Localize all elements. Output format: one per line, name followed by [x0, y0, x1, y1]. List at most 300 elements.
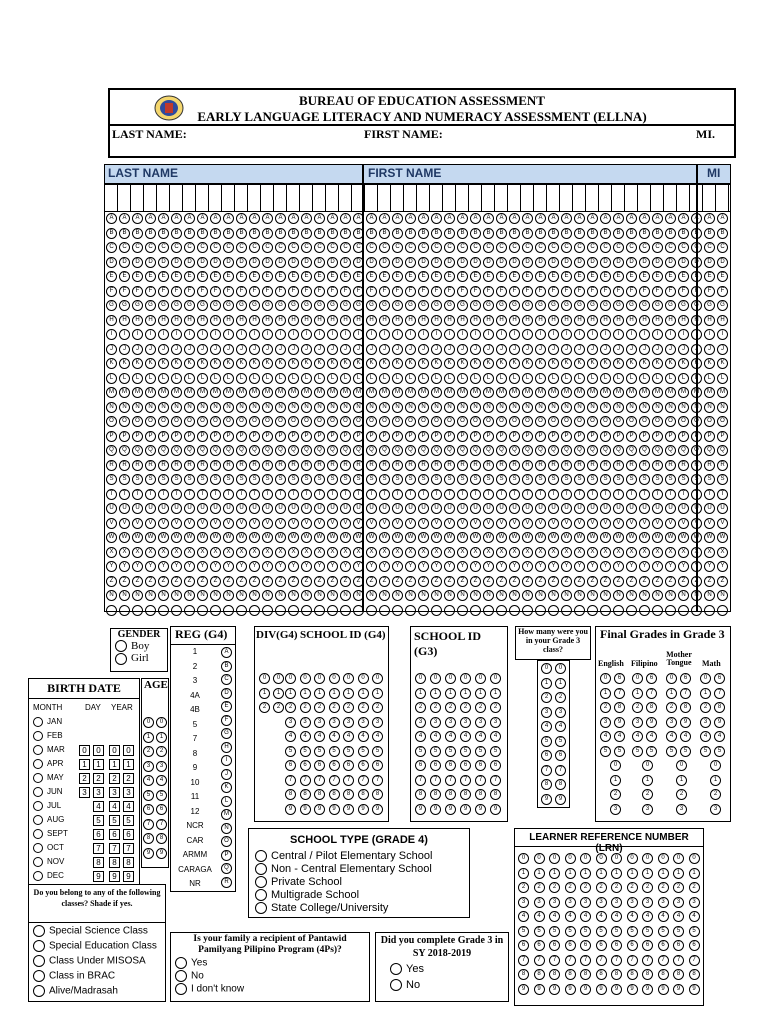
name-bubble[interactable]: Ñ [158, 590, 169, 601]
name-bubble[interactable] [236, 605, 247, 616]
name-bubble[interactable]: F [509, 286, 520, 297]
name-entry-cell[interactable] [196, 185, 209, 211]
month-option[interactable] [33, 759, 63, 769]
name-bubble[interactable]: T [457, 489, 468, 500]
name-bubble[interactable]: K [314, 358, 325, 369]
school-id-g4-bubble[interactable]: 0 [329, 673, 340, 684]
reg-bubble[interactable]: I [221, 755, 232, 766]
name-bubble[interactable]: K [639, 358, 650, 369]
name-bubble[interactable]: O [223, 416, 234, 427]
name-bubble[interactable]: L [184, 373, 195, 384]
name-bubble[interactable]: I [184, 329, 195, 340]
name-bubble[interactable]: K [171, 358, 182, 369]
school-id-g3-bubble[interactable]: 7 [475, 775, 486, 786]
name-bubble[interactable]: J [457, 344, 468, 355]
school-id-g3-bubble[interactable]: 0 [430, 673, 441, 684]
name-bubble[interactable]: U [535, 503, 546, 514]
name-bubble[interactable] [405, 605, 416, 616]
name-bubble[interactable]: I [327, 329, 338, 340]
name-bubble[interactable]: I [457, 329, 468, 340]
name-entry-cell[interactable] [469, 185, 482, 211]
final-grade-bubble[interactable]: 2 [632, 702, 643, 713]
name-bubble[interactable]: C [327, 242, 338, 253]
name-bubble[interactable]: G [119, 300, 130, 311]
final-grade-bubble[interactable]: 4 [700, 731, 711, 742]
name-bubble[interactable]: P [483, 431, 494, 442]
age-bubble[interactable]: 4 [156, 775, 167, 786]
name-bubble[interactable]: Ñ [275, 590, 286, 601]
name-bubble[interactable]: K [587, 358, 598, 369]
name-bubble[interactable]: E [353, 271, 364, 282]
final-grade-bubble[interactable]: 6 [614, 673, 625, 684]
name-bubble[interactable]: E [496, 271, 507, 282]
name-bubble[interactable]: U [340, 503, 351, 514]
school-id-g3-bubble[interactable]: 5 [460, 746, 471, 757]
name-bubble[interactable]: Y [613, 561, 624, 572]
year-bubble[interactable]: 2 [109, 773, 120, 784]
name-bubble[interactable]: Z [184, 576, 195, 587]
name-bubble[interactable]: E [184, 271, 195, 282]
name-bubble[interactable]: E [665, 271, 676, 282]
name-bubble[interactable]: G [470, 300, 481, 311]
name-bubble[interactable]: W [340, 532, 351, 543]
name-bubble[interactable]: F [613, 286, 624, 297]
name-bubble[interactable]: P [288, 431, 299, 442]
name-bubble[interactable]: U [470, 503, 481, 514]
name-bubble[interactable]: B [548, 228, 559, 239]
name-bubble[interactable]: X [535, 547, 546, 558]
name-bubble[interactable]: T [535, 489, 546, 500]
name-bubble[interactable]: V [119, 518, 130, 529]
name-bubble[interactable]: F [431, 286, 442, 297]
name-bubble[interactable]: H [509, 315, 520, 326]
name-bubble[interactable]: I [262, 329, 273, 340]
name-bubble[interactable]: L [288, 373, 299, 384]
school-id-g4-bubble[interactable]: 4 [300, 731, 311, 742]
name-bubble[interactable]: E [717, 271, 728, 282]
name-bubble[interactable]: C [132, 242, 143, 253]
name-bubble[interactable]: B [470, 228, 481, 239]
name-bubble[interactable]: E [561, 271, 572, 282]
school-id-g4-bubble[interactable]: 9 [300, 804, 311, 815]
name-bubble[interactable]: R [379, 460, 390, 471]
name-bubble[interactable] [314, 605, 325, 616]
name-bubble[interactable]: Y [288, 561, 299, 572]
name-bubble[interactable]: K [340, 358, 351, 369]
name-bubble[interactable]: W [444, 532, 455, 543]
name-bubble[interactable]: C [574, 242, 585, 253]
name-bubble[interactable]: K [158, 358, 169, 369]
reg-bubble[interactable]: P [221, 850, 232, 861]
name-bubble[interactable]: O [587, 416, 598, 427]
name-bubble[interactable]: R [574, 460, 585, 471]
school-id-g4-bubble[interactable]: 5 [285, 746, 296, 757]
lrn-bubble[interactable]: 8 [642, 969, 653, 980]
name-bubble[interactable]: Ñ [379, 590, 390, 601]
name-bubble[interactable]: T [379, 489, 390, 500]
name-bubble[interactable]: M [301, 387, 312, 398]
name-bubble[interactable]: Q [275, 445, 286, 456]
name-bubble[interactable]: H [288, 315, 299, 326]
name-bubble[interactable]: C [288, 242, 299, 253]
name-bubble[interactable]: W [535, 532, 546, 543]
name-bubble[interactable]: G [197, 300, 208, 311]
month-radio-icon[interactable] [33, 759, 43, 769]
year-bubble[interactable]: 7 [123, 843, 134, 854]
name-bubble[interactable]: A [509, 213, 520, 224]
name-bubble[interactable]: Q [210, 445, 221, 456]
name-bubble[interactable]: D [223, 257, 234, 268]
name-bubble[interactable]: E [223, 271, 234, 282]
name-bubble[interactable]: U [639, 503, 650, 514]
month-option[interactable] [33, 717, 62, 727]
name-bubble[interactable]: C [431, 242, 442, 253]
name-bubble[interactable]: P [405, 431, 416, 442]
lrn-bubble[interactable]: 1 [580, 868, 591, 879]
month-radio-icon[interactable] [33, 801, 43, 811]
lrn-bubble[interactable]: 9 [627, 984, 638, 995]
school-id-g3-bubble[interactable]: 3 [415, 717, 426, 728]
name-bubble[interactable]: U [457, 503, 468, 514]
final-grade-bubble[interactable]: 0 [642, 760, 653, 771]
name-bubble[interactable]: C [665, 242, 676, 253]
name-bubble[interactable]: C [496, 242, 507, 253]
name-bubble[interactable]: Z [652, 576, 663, 587]
lrn-bubble[interactable]: 8 [611, 969, 622, 980]
name-bubble[interactable]: P [678, 431, 689, 442]
name-bubble[interactable]: M [522, 387, 533, 398]
final-grade-bubble[interactable]: 2 [610, 789, 621, 800]
name-bubble[interactable] [418, 605, 429, 616]
reg-bubble[interactable]: G [221, 728, 232, 739]
name-bubble[interactable]: C [509, 242, 520, 253]
name-bubble[interactable]: P [600, 431, 611, 442]
name-bubble[interactable]: M [444, 387, 455, 398]
name-bubble[interactable]: G [704, 300, 715, 311]
name-bubble[interactable]: N [418, 402, 429, 413]
name-bubble[interactable]: F [158, 286, 169, 297]
name-bubble[interactable]: V [535, 518, 546, 529]
lrn-bubble[interactable]: 9 [658, 984, 669, 995]
school-id-g3-bubble[interactable]: 8 [445, 789, 456, 800]
school-id-g4-bubble[interactable]: 9 [285, 804, 296, 815]
name-bubble[interactable]: F [652, 286, 663, 297]
lrn-bubble[interactable]: 7 [549, 955, 560, 966]
name-bubble[interactable]: B [327, 228, 338, 239]
school-id-g4-bubble[interactable]: 9 [358, 804, 369, 815]
name-bubble[interactable]: C [366, 242, 377, 253]
name-bubble[interactable]: P [522, 431, 533, 442]
final-grade-bubble[interactable]: 4 [632, 731, 643, 742]
name-bubble[interactable]: F [717, 286, 728, 297]
name-bubble[interactable]: Y [236, 561, 247, 572]
name-bubble[interactable]: Ñ [548, 590, 559, 601]
name-bubble[interactable]: X [600, 547, 611, 558]
lrn-bubble[interactable]: 2 [658, 882, 669, 893]
name-bubble[interactable]: U [132, 503, 143, 514]
name-bubble[interactable]: Ñ [353, 590, 364, 601]
name-bubble[interactable]: Q [613, 445, 624, 456]
name-bubble[interactable]: N [652, 402, 663, 413]
lrn-bubble[interactable]: 5 [549, 926, 560, 937]
school-id-g4-bubble[interactable]: 1 [300, 688, 311, 699]
name-bubble[interactable]: C [613, 242, 624, 253]
name-bubble[interactable]: T [678, 489, 689, 500]
name-bubble[interactable]: N [431, 402, 442, 413]
name-bubble[interactable]: O [106, 416, 117, 427]
name-bubble[interactable]: E [457, 271, 468, 282]
name-bubble[interactable]: D [704, 257, 715, 268]
name-bubble[interactable]: W [145, 532, 156, 543]
name-bubble[interactable]: M [236, 387, 247, 398]
name-entry-cell[interactable] [118, 185, 131, 211]
name-bubble[interactable]: T [665, 489, 676, 500]
lrn-bubble[interactable]: 6 [611, 940, 622, 951]
name-entry-cell[interactable] [638, 185, 651, 211]
name-bubble[interactable]: J [262, 344, 273, 355]
name-bubble[interactable]: P [340, 431, 351, 442]
name-bubble[interactable]: Q [561, 445, 572, 456]
name-bubble[interactable]: S [691, 474, 702, 485]
month-radio-icon[interactable] [33, 843, 43, 853]
name-bubble[interactable]: F [184, 286, 195, 297]
name-bubble[interactable]: T [366, 489, 377, 500]
day-ones-bubble[interactable]: 5 [93, 815, 104, 826]
name-bubble[interactable]: J [158, 344, 169, 355]
name-bubble[interactable]: E [275, 271, 286, 282]
name-bubble[interactable]: Y [197, 561, 208, 572]
school-id-g4-bubble[interactable]: 0 [300, 673, 311, 684]
reg-item[interactable]: 1 [192, 647, 198, 656]
name-bubble[interactable]: X [509, 547, 520, 558]
name-bubble[interactable]: B [496, 228, 507, 239]
school-id-g3-bubble[interactable]: 8 [460, 789, 471, 800]
name-bubble[interactable]: C [171, 242, 182, 253]
name-bubble[interactable]: U [717, 503, 728, 514]
month-radio-icon[interactable] [33, 829, 43, 839]
name-bubble[interactable]: J [223, 344, 234, 355]
name-bubble[interactable]: I [119, 329, 130, 340]
name-bubble[interactable]: Q [158, 445, 169, 456]
name-bubble[interactable]: C [600, 242, 611, 253]
name-bubble[interactable]: L [353, 373, 364, 384]
school-id-g4-bubble[interactable]: 1 [285, 688, 296, 699]
name-bubble[interactable]: M [691, 387, 702, 398]
name-bubble[interactable]: F [691, 286, 702, 297]
name-bubble[interactable]: R [236, 460, 247, 471]
name-bubble[interactable]: I [392, 329, 403, 340]
lrn-bubble[interactable]: 8 [549, 969, 560, 980]
name-bubble[interactable]: E [522, 271, 533, 282]
name-bubble[interactable]: Z [236, 576, 247, 587]
name-bubble[interactable]: V [158, 518, 169, 529]
name-bubble[interactable]: E [106, 271, 117, 282]
name-bubble[interactable]: G [561, 300, 572, 311]
name-bubble[interactable]: A [119, 213, 130, 224]
name-bubble[interactable]: T [184, 489, 195, 500]
lrn-bubble[interactable]: 3 [642, 897, 653, 908]
name-bubble[interactable]: Q [379, 445, 390, 456]
name-bubble[interactable]: N [249, 402, 260, 413]
name-bubble[interactable]: B [665, 228, 676, 239]
name-bubble[interactable]: W [366, 532, 377, 543]
month-option[interactable] [33, 829, 68, 839]
name-bubble[interactable]: Ñ [561, 590, 572, 601]
school-id-g3-bubble[interactable]: 4 [475, 731, 486, 742]
name-bubble[interactable]: E [197, 271, 208, 282]
name-bubble[interactable]: E [119, 271, 130, 282]
name-bubble[interactable]: C [639, 242, 650, 253]
name-bubble[interactable]: E [210, 271, 221, 282]
name-bubble[interactable]: B [184, 228, 195, 239]
name-bubble[interactable]: V [522, 518, 533, 529]
name-bubble[interactable]: V [418, 518, 429, 529]
class-size-bubble[interactable]: 0 [555, 663, 566, 674]
lrn-bubble[interactable]: 9 [534, 984, 545, 995]
name-bubble[interactable]: T [288, 489, 299, 500]
name-bubble[interactable]: W [626, 532, 637, 543]
name-bubble[interactable]: W [288, 532, 299, 543]
name-bubble[interactable]: H [535, 315, 546, 326]
name-bubble[interactable]: V [366, 518, 377, 529]
name-bubble[interactable]: Y [366, 561, 377, 572]
name-bubble[interactable]: B [301, 228, 312, 239]
name-bubble[interactable]: V [483, 518, 494, 529]
school-id-g3-bubble[interactable]: 8 [415, 789, 426, 800]
school-id-g4-bubble[interactable]: 9 [343, 804, 354, 815]
year-bubble[interactable]: 2 [123, 773, 134, 784]
name-bubble[interactable]: M [509, 387, 520, 398]
name-bubble[interactable]: C [106, 242, 117, 253]
name-bubble[interactable]: R [119, 460, 130, 471]
reg-bubble[interactable]: E [221, 701, 232, 712]
final-grade-bubble[interactable]: 2 [600, 702, 611, 713]
school-id-g3-bubble[interactable]: 4 [415, 731, 426, 742]
name-bubble[interactable]: J [327, 344, 338, 355]
radio-icon[interactable] [33, 940, 45, 952]
name-bubble[interactable]: A [678, 213, 689, 224]
class-size-bubble[interactable]: 3 [555, 707, 566, 718]
name-bubble[interactable]: A [444, 213, 455, 224]
name-bubble[interactable]: Ñ [132, 590, 143, 601]
name-bubble[interactable] [262, 605, 273, 616]
lrn-bubble[interactable]: 8 [627, 969, 638, 980]
name-bubble[interactable]: K [509, 358, 520, 369]
name-bubble[interactable]: S [613, 474, 624, 485]
name-bubble[interactable]: Ñ [223, 590, 234, 601]
name-bubble[interactable]: H [327, 315, 338, 326]
name-bubble[interactable]: L [496, 373, 507, 384]
name-bubble[interactable]: L [574, 373, 585, 384]
name-bubble[interactable]: L [561, 373, 572, 384]
name-bubble[interactable]: X [613, 547, 624, 558]
name-entry-cell[interactable] [625, 185, 638, 211]
name-bubble[interactable]: F [106, 286, 117, 297]
name-bubble[interactable]: E [509, 271, 520, 282]
name-bubble[interactable]: I [366, 329, 377, 340]
name-bubble[interactable]: X [132, 547, 143, 558]
name-bubble[interactable]: P [717, 431, 728, 442]
name-bubble[interactable]: I [301, 329, 312, 340]
day-ones-bubble[interactable]: 3 [93, 787, 104, 798]
name-bubble[interactable]: X [483, 547, 494, 558]
final-grade-bubble[interactable]: 2 [666, 702, 677, 713]
name-bubble[interactable]: J [548, 344, 559, 355]
name-bubble[interactable]: V [704, 518, 715, 529]
name-bubble[interactable]: X [275, 547, 286, 558]
name-bubble[interactable]: L [418, 373, 429, 384]
name-bubble[interactable]: K [262, 358, 273, 369]
lrn-bubble[interactable]: 3 [534, 897, 545, 908]
name-bubble[interactable]: J [301, 344, 312, 355]
lrn-bubble[interactable]: 7 [518, 955, 529, 966]
name-bubble[interactable]: R [535, 460, 546, 471]
school-id-g4-bubble[interactable]: 1 [329, 688, 340, 699]
lrn-bubble[interactable]: 6 [596, 940, 607, 951]
name-bubble[interactable]: K [691, 358, 702, 369]
name-bubble[interactable]: N [548, 402, 559, 413]
name-bubble[interactable]: R [691, 460, 702, 471]
div-bubble[interactable]: 1 [273, 688, 284, 699]
name-bubble[interactable]: O [145, 416, 156, 427]
lrn-bubble[interactable]: 9 [642, 984, 653, 995]
school-id-g4-bubble[interactable]: 4 [343, 731, 354, 742]
name-bubble[interactable]: Y [119, 561, 130, 572]
name-bubble[interactable]: Y [145, 561, 156, 572]
name-bubble[interactable]: P [509, 431, 520, 442]
name-bubble[interactable]: V [496, 518, 507, 529]
school-id-g4-bubble[interactable]: 4 [285, 731, 296, 742]
age-bubble[interactable]: 8 [156, 833, 167, 844]
name-bubble[interactable]: N [132, 402, 143, 413]
name-bubble[interactable] [704, 605, 715, 616]
name-bubble[interactable]: U [483, 503, 494, 514]
name-bubble[interactable]: O [470, 416, 481, 427]
school-id-g4-bubble[interactable]: 0 [358, 673, 369, 684]
name-bubble[interactable]: M [613, 387, 624, 398]
name-bubble[interactable]: U [613, 503, 624, 514]
name-bubble[interactable]: Z [470, 576, 481, 587]
name-bubble[interactable]: J [145, 344, 156, 355]
name-bubble[interactable]: P [236, 431, 247, 442]
name-bubble[interactable]: U [171, 503, 182, 514]
name-bubble[interactable]: X [197, 547, 208, 558]
name-bubble[interactable]: D [366, 257, 377, 268]
lrn-bubble[interactable]: 7 [627, 955, 638, 966]
name-bubble[interactable]: D [236, 257, 247, 268]
name-bubble[interactable]: J [379, 344, 390, 355]
name-bubble[interactable]: D [483, 257, 494, 268]
name-bubble[interactable]: Y [639, 561, 650, 572]
school-type-option[interactable] [255, 876, 463, 889]
day-ones-bubble[interactable]: 9 [93, 871, 104, 882]
name-bubble[interactable]: Q [236, 445, 247, 456]
name-bubble[interactable]: F [444, 286, 455, 297]
name-bubble[interactable]: R [600, 460, 611, 471]
name-bubble[interactable]: K [457, 358, 468, 369]
name-bubble[interactable]: D [457, 257, 468, 268]
name-bubble[interactable]: M [392, 387, 403, 398]
name-bubble[interactable]: D [535, 257, 546, 268]
name-bubble[interactable]: V [717, 518, 728, 529]
name-bubble[interactable]: Ñ [340, 590, 351, 601]
name-bubble[interactable] [327, 605, 338, 616]
name-bubble[interactable]: Y [704, 561, 715, 572]
name-bubble[interactable]: L [340, 373, 351, 384]
age-bubble[interactable]: 2 [156, 746, 167, 757]
name-bubble[interactable]: S [106, 474, 117, 485]
name-bubble[interactable]: W [275, 532, 286, 543]
